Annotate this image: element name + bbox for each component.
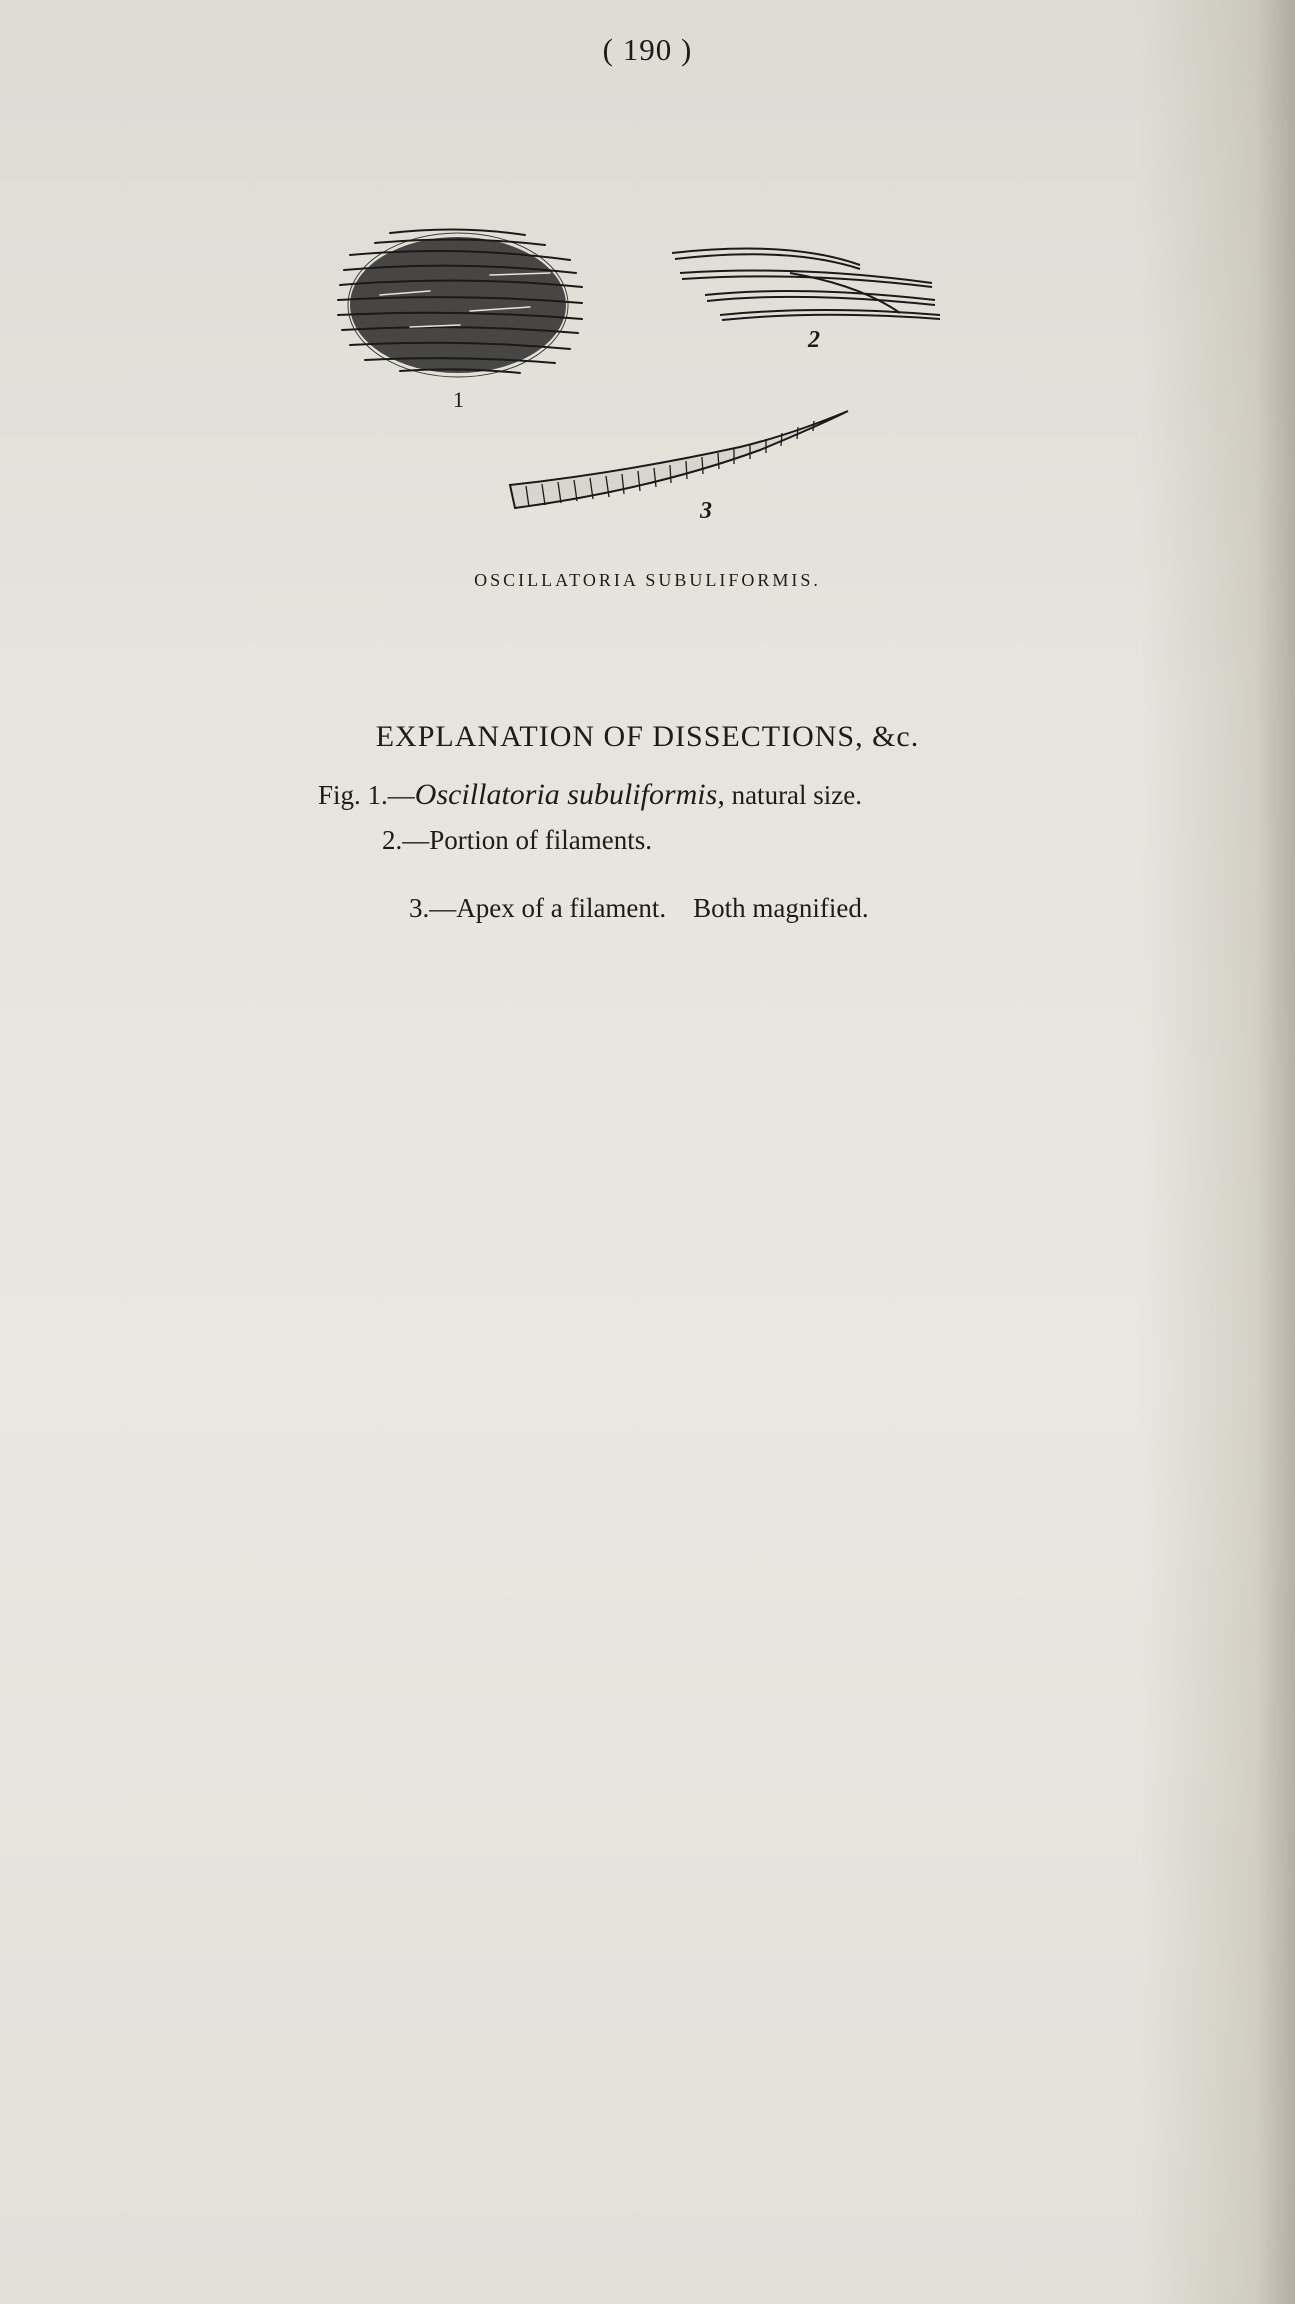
entry-2-prefix: 2.— xyxy=(382,825,430,855)
explanation-entry-1 xyxy=(318,778,862,812)
explanation-entry-2 xyxy=(382,825,652,856)
figure-label-1: 1 xyxy=(453,387,464,412)
figure-3-filament-apex xyxy=(510,411,848,508)
figure-illustration xyxy=(320,215,980,535)
explanation-entry-3 xyxy=(382,862,869,955)
entry-1-prefix: Fig. 1.— xyxy=(318,780,415,810)
page-number: ( 190 ) xyxy=(602,32,693,67)
figure-label-2: 2 xyxy=(808,327,820,353)
entry-1-text: natural size. xyxy=(724,780,863,810)
entry-3-prefix: 3.— xyxy=(409,893,457,923)
figure-1-thallus-mass xyxy=(338,229,582,377)
entry-3-text: Apex of a filament. Both magnified. xyxy=(456,893,869,923)
explanation-heading: EXPLANATION OF DISSECTIONS, &c. xyxy=(375,720,920,753)
figure-2-filaments xyxy=(672,249,940,320)
entry-1-species-name: Oscillatoria subuliformis, xyxy=(414,778,725,811)
figure-label-3: 3 xyxy=(700,498,712,524)
figure-caption: OSCILLATORIA SUBULIFORMIS. xyxy=(474,570,821,590)
entry-2-text: Portion of filaments. xyxy=(429,825,652,855)
